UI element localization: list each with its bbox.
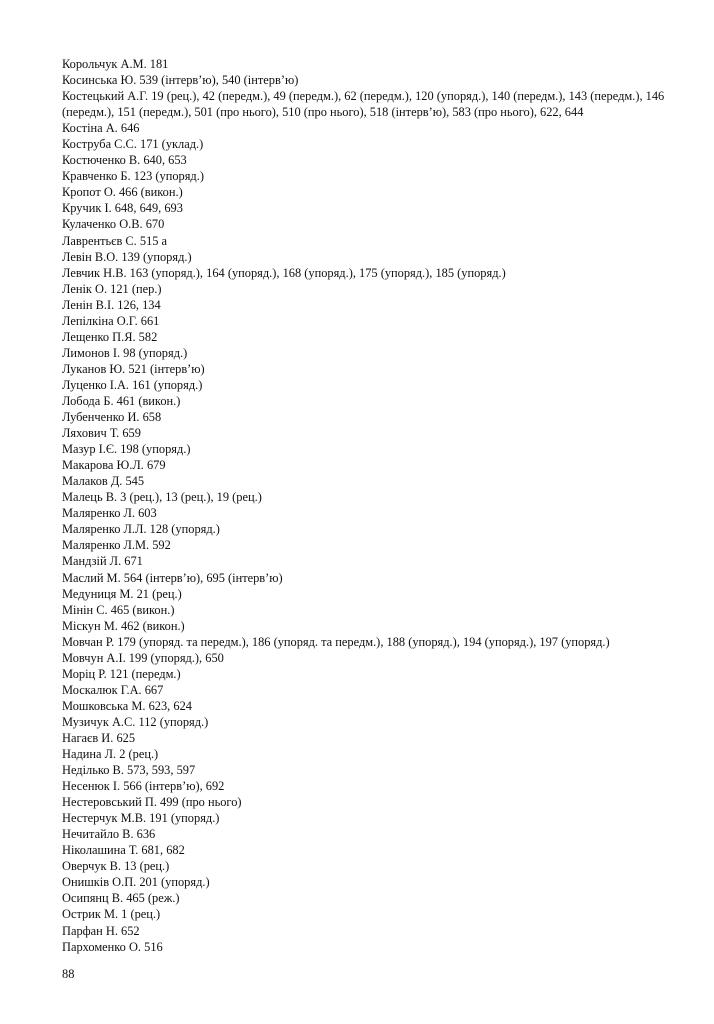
index-entry: Кручик І. 648, 649, 693: [62, 201, 183, 216]
index-entry: Мандзій Л. 671: [62, 554, 143, 569]
index-entry: Костецький А.Г. 19 (рец.), 42 (передм.), 49 (передм.), 62 (передм.), 120 (упоряд.), 140 (передм.), 143 (передм.), 146 (передм.), 151 (передм.), 501 (про нього), 510 (про нього), 518 (інтерв’ю), 583 (про нього), 622, 644: [62, 89, 665, 120]
index-entry: Кропот О. 466 (викон.): [62, 185, 183, 200]
index-entry: Малець В. 3 (рец.), 13 (рец.), 19 (рец.): [62, 490, 262, 505]
index-entry: Міскун М. 462 (викон.): [62, 618, 185, 633]
index-entry: Москалюк Г.А. 667: [62, 682, 164, 697]
index-entry: Ленін В.І. 126, 134: [62, 297, 161, 312]
index-entry: Маляренко Л. 603: [62, 506, 157, 521]
index-entry: Осипянц В. 465 (реж.): [62, 891, 180, 906]
index-entry: Парфан Н. 652: [62, 923, 140, 938]
index-entry: Мазур І.Є. 198 (упоряд.): [62, 442, 191, 457]
index-entry: Кулаченко О.В. 670: [62, 217, 165, 232]
index-entry: Луценко І.А. 161 (упоряд.): [62, 377, 203, 392]
page-number: 88: [62, 967, 75, 981]
index-entry: Мінін С. 465 (викон.): [62, 602, 175, 617]
index-entry: Лепілкіна О.Г. 661: [62, 313, 160, 328]
index-entry: Луканов Ю. 521 (інтерв’ю): [62, 361, 205, 376]
index-entry: Коструба С.С. 171 (уклад.): [62, 137, 204, 152]
index-entry: Пархоменко О. 516: [62, 939, 163, 954]
index-entry: Музичук А.С. 112 (упоряд.): [62, 714, 209, 729]
index-entry: Макарова Ю.Л. 679: [62, 458, 166, 473]
index-entry: Мовчун А.І. 199 (упоряд.), 650: [62, 650, 224, 665]
index-entry: Левчик Н.В. 163 (упоряд.), 164 (упоряд.), 168 (упоряд.), 175 (упоряд.), 185 (упоряд.): [62, 265, 506, 280]
index-entry: Кравченко Б. 123 (упоряд.): [62, 169, 204, 184]
index-entry: Острик М. 1 (рец.): [62, 907, 161, 922]
index-entry: Медуниця М. 21 (рец.): [62, 586, 182, 601]
index-entry: Лобода Б. 461 (викон.): [62, 393, 181, 408]
index-entry: Костюченко В. 640, 653: [62, 153, 187, 168]
index-entry: Лимонов І. 98 (упоряд.): [62, 345, 188, 360]
index-entry: Ніколашина Т. 681, 682: [62, 843, 185, 858]
index-entry: Левін В.О. 139 (упоряд.): [62, 249, 192, 264]
index-entry: Ленік О. 121 (пер.): [62, 281, 162, 296]
index-entry: Моріц Р. 121 (передм.): [62, 666, 181, 681]
index-entry: Корольчук А.М. 181: [62, 57, 169, 71]
index-entry: Нестеровський П. 499 (про нього): [62, 795, 242, 810]
index-entry: Онишків О.П. 201 (упоряд.): [62, 875, 210, 890]
index-entry: Косинська Ю. 539 (інтерв’ю), 540 (інтерв’ю): [62, 73, 299, 88]
name-index-list: [62, 56, 698, 955]
index-entry: Надина Л. 2 (рец.): [62, 747, 159, 762]
index-entry: Несенюк І. 566 (інтерв’ю), 692: [62, 779, 225, 794]
index-entry: Неділько В. 573, 593, 597: [62, 763, 196, 778]
index-entry: Лубенченко И. 658: [62, 410, 162, 425]
index-entry: Мошковська М. 623, 624: [62, 698, 192, 713]
index-entry: Лещенко П.Я. 582: [62, 329, 158, 344]
index-entry: Нагаєв И. 625: [62, 730, 136, 745]
index-entry: Нестерчук М.В. 191 (упоряд.): [62, 811, 220, 826]
index-entry: Лаврентьєв С. 515 а: [62, 233, 168, 248]
index-entry: Маляренко Л.М. 592: [62, 538, 171, 553]
index-entry: Оверчук В. 13 (рец.): [62, 859, 170, 874]
index-entry: Ляхович Т. 659: [62, 426, 141, 441]
index-entry: Маслий М. 564 (інтерв’ю), 695 (інтерв’ю): [62, 570, 283, 585]
index-entry: Мовчан Р. 179 (упоряд. та передм.), 186 (упоряд. та передм.), 188 (упоряд.), 194 (упоряд.), 197 (упоряд.): [62, 634, 610, 649]
index-entry: Маляренко Л.Л. 128 (упоряд.): [62, 522, 220, 537]
index-entry: Нечитайло В. 636: [62, 827, 156, 842]
index-entry: Костіна А. 646: [62, 121, 140, 136]
index-entry: Малаков Д. 545: [62, 474, 145, 489]
